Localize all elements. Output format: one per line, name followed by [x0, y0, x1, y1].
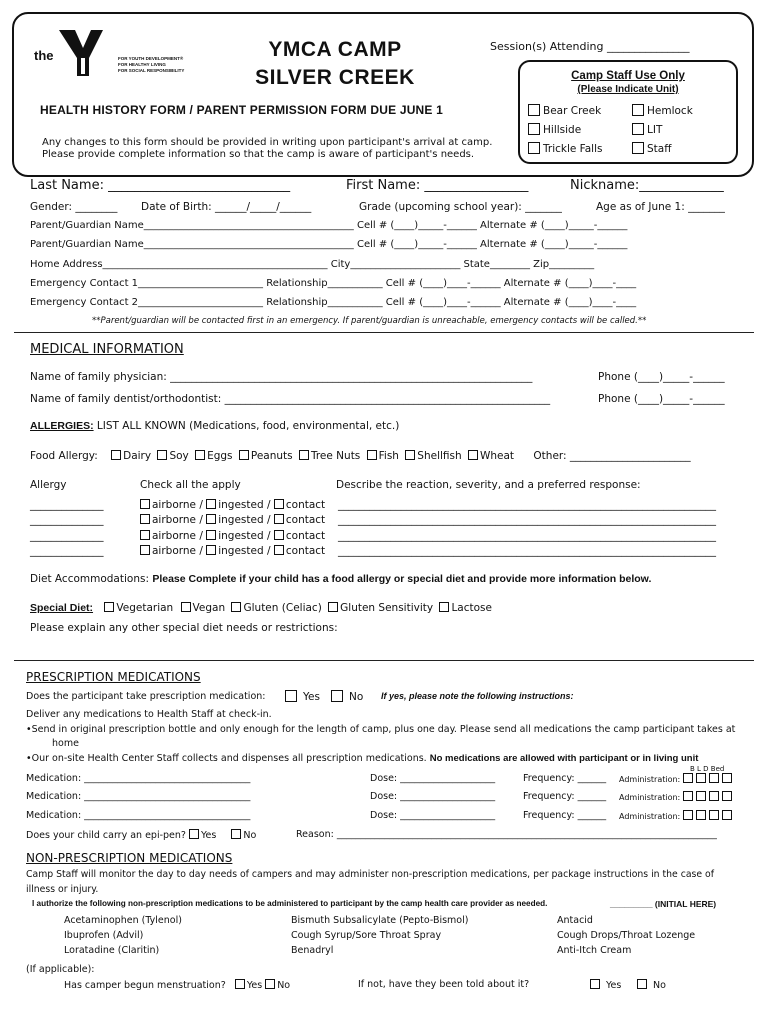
exposure-options: [140, 530, 325, 542]
non-prescription-heading: NON-PRESCRIPTION MEDICATIONS: [26, 851, 233, 865]
diet-accommodations: Diet Accommodations: Please Complete if your child has a food allergy or special diet and provide more information below.: [30, 573, 652, 585]
exposure-airborne[interactable]: airborne /: [140, 514, 206, 526]
checkbox[interactable]: [632, 142, 644, 154]
medication-name-field[interactable]: Medication: ___________________________________: [26, 791, 251, 802]
guardian-2-field[interactable]: Parent/Guardian Name__________________________________________ Cell # (____)_____-______ Alternate # (____)_____-______: [30, 239, 628, 250]
camp-title: YMCA CAMP SILVER CREEK: [255, 38, 415, 89]
reaction-description-field[interactable]: ________________________________________________________________________: [338, 499, 716, 511]
age-field[interactable]: Age as of June 1: _______: [596, 201, 725, 213]
epipen-yes[interactable]: Yes: [189, 830, 216, 841]
medication-name-field[interactable]: Medication: ___________________________________: [26, 810, 251, 821]
unit-staff[interactable]: Staff: [632, 142, 671, 155]
nickname-field[interactable]: Nickname:_____________: [570, 178, 724, 193]
medication-name-field[interactable]: Medication: ___________________________________: [26, 773, 251, 784]
admin-l-checkbox[interactable]: [696, 773, 706, 783]
divider: [14, 660, 754, 661]
med-loratadine: Loratadine (Claritin): [64, 945, 160, 956]
admin-bed-checkbox[interactable]: [722, 791, 732, 801]
guardian-1-field[interactable]: Parent/Guardian Name__________________________________________ Cell # (____)_____-______ Alternate # (____)_____-______: [30, 220, 628, 231]
ymca-logo-text: the: [34, 48, 54, 63]
gender-field[interactable]: Gender: ________: [30, 201, 118, 213]
med-bismuth: Bismuth Subsalicylate (Pepto-Bismol): [291, 915, 469, 926]
exposure-ingested[interactable]: ingested /: [206, 530, 274, 542]
menstruation-no[interactable]: No: [265, 980, 290, 991]
admin-d-checkbox[interactable]: [709, 791, 719, 801]
exposure-options: [140, 514, 325, 526]
allergy-name-field[interactable]: ______________: [30, 530, 104, 542]
administration-checkboxes: Administration:: [619, 810, 735, 821]
bullet-health-staff: •Our on-site Health Center Staff collects and dispenses all prescription medications. No medications are allowed with participant or in living unit: [26, 753, 699, 764]
special-diet-row: Special Diet: Vegetarian Vegan Gluten (Celiac) Gluten Sensitivity Lactose: [30, 602, 492, 614]
special-diet-explain: Please explain any other special diet needs or restrictions:: [30, 622, 338, 634]
dose-field[interactable]: Dose: ____________________: [370, 791, 496, 802]
administration-checkboxes: Administration:: [619, 773, 735, 784]
reaction-description-field[interactable]: ________________________________________________________________________: [338, 530, 716, 542]
exposure-options: [140, 499, 325, 511]
epipen-row: Does your child carry an epi-pen? Yes No: [26, 830, 257, 841]
exposure-ingested[interactable]: ingested /: [206, 545, 274, 557]
diet-gluten-sensitivity[interactable]: Gluten Sensitivity: [328, 602, 433, 614]
admin-l-checkbox[interactable]: [696, 791, 706, 801]
exposure-contact[interactable]: contact: [274, 514, 325, 526]
diet-gluten-celiac[interactable]: Gluten (Celiac): [231, 602, 321, 614]
admin-bed-checkbox[interactable]: [722, 810, 732, 820]
ymca-tagline: FOR YOUTH DEVELOPMENT® FOR HEALTHY LIVING FOR SOCIAL RESPONSIBILITY: [118, 56, 185, 73]
food-dairy[interactable]: Dairy: [111, 450, 151, 462]
physician-phone-field[interactable]: Phone (____)_____-______: [598, 371, 725, 383]
frequency-field[interactable]: Frequency: ______: [523, 791, 607, 802]
dentist-phone-field[interactable]: Phone (____)_____-______: [598, 393, 725, 405]
admin-bed-checkbox[interactable]: [722, 773, 732, 783]
checkbox[interactable]: [632, 104, 644, 116]
emergency-contact-1[interactable]: Emergency Contact 1_________________________ Relationship___________ Cell # (____)____-______ Alternate # (____)____-____: [30, 278, 637, 289]
dentist-field[interactable]: Name of family dentist/orthodontist: ______________________________________________________________: [30, 393, 551, 405]
staff-box-title: Camp Staff Use Only: [571, 70, 685, 82]
session-field[interactable]: Session(s) Attending _______________: [490, 40, 690, 53]
non-rx-col1: [64, 913, 182, 958]
told-yes[interactable]: Yes: [590, 979, 621, 991]
frequency-field[interactable]: Frequency: ______: [523, 810, 607, 821]
told-row: If not, have they been told about it?: [358, 979, 530, 990]
reaction-description-field[interactable]: ________________________________________________________________________: [338, 514, 716, 526]
diet-vegan[interactable]: Vegan: [181, 602, 226, 614]
epipen-no[interactable]: No: [231, 830, 256, 841]
med-cough-drops: Cough Drops/Throat Lozenge: [557, 930, 696, 941]
divider: [14, 332, 754, 333]
reason-field[interactable]: Reason: ________________________________________________________________________________: [296, 829, 717, 840]
form-title: HEALTH HISTORY FORM / PARENT PERMISSION FORM DUE JUNE 1: [40, 103, 444, 117]
menstruation-row: Has camper begun menstruation? Yes No: [64, 980, 291, 991]
initial-field[interactable]: _________ (INITIAL HERE): [610, 899, 717, 909]
staff-use-box: [518, 60, 738, 164]
unit-hillside[interactable]: Hillside: [528, 123, 581, 136]
exposure-contact[interactable]: contact: [274, 545, 325, 557]
admin-d-checkbox[interactable]: [709, 810, 719, 820]
prescription-heading: PRESCRIPTION MEDICATIONS: [26, 670, 201, 684]
ymca-logo-icon: [55, 28, 105, 78]
unit-bear-creek[interactable]: Bear Creek: [528, 104, 601, 117]
exposure-ingested[interactable]: ingested /: [206, 514, 274, 526]
last-name-field[interactable]: Last Name: ____________________________: [30, 178, 291, 193]
bullet-send-original: •Send in original prescription bottle and only enough for the length of camp, plus one day. Please send all medications the camp participant takes at: [26, 724, 736, 735]
admin-l-checkbox[interactable]: [696, 810, 706, 820]
first-name-field[interactable]: First Name: ________________: [346, 178, 529, 193]
prescription-question: Does the participant take prescription medication:: [26, 691, 266, 702]
if-applicable-label: (If applicable):: [26, 964, 95, 975]
describe-col-header: Describe the reaction, severity, and a preferred response:: [336, 479, 641, 491]
food-allergy-row: Food Allergy: Dairy Soy Eggs Peanuts Tree Nuts Fish Shellfish Wheat Other: _______________________: [30, 450, 691, 462]
admin-b-checkbox[interactable]: [683, 773, 693, 783]
prescription-yes[interactable]: Yes: [285, 690, 320, 703]
food-peanuts[interactable]: Peanuts: [239, 450, 293, 462]
staff-box-subtitle: (Please Indicate Unit): [577, 84, 679, 95]
allergy-name-field[interactable]: ______________: [30, 499, 104, 511]
checkbox[interactable]: [528, 142, 540, 154]
non-rx-intro-cont: illness or injury.: [26, 884, 99, 895]
allergy-name-field[interactable]: ______________: [30, 514, 104, 526]
form-note: Any changes to this form should be provided in writing upon participant's arrival at camp. Please provide complete information so that the camp is aware of participant's needs.: [42, 137, 493, 160]
prescription-no[interactable]: No: [331, 690, 363, 703]
food-soy[interactable]: Soy: [157, 450, 188, 462]
medical-heading: MEDICAL INFORMATION: [30, 342, 184, 357]
exposure-contact[interactable]: contact: [274, 499, 325, 511]
menstruation-yes[interactable]: Yes: [235, 980, 262, 991]
address-field[interactable]: Home Address_____________________________________________ City______________________ State________ Zip_________: [30, 259, 595, 270]
food-other-field[interactable]: Other: _______________________: [533, 450, 691, 462]
diet-vegetarian[interactable]: Vegetarian: [104, 602, 173, 614]
dose-field[interactable]: Dose: ____________________: [370, 810, 496, 821]
unit-lit[interactable]: LIT: [632, 123, 662, 136]
exposure-contact[interactable]: contact: [274, 530, 325, 542]
exposure-options: [140, 545, 325, 557]
non-rx-col3: [557, 913, 695, 958]
emergency-contact-2[interactable]: Emergency Contact 2_________________________ Relationship___________ Cell # (____)____-______ Alternate # (____)____-____: [30, 297, 637, 308]
non-rx-intro: Camp Staff will monitor the day to day needs of campers and may administer non-prescription medications, per package instructions in the case of: [26, 869, 715, 880]
admin-b-checkbox[interactable]: [683, 791, 693, 801]
med-benadryl: Benadryl: [291, 945, 334, 956]
grade-field[interactable]: Grade (upcoming school year): _______: [359, 201, 562, 213]
reaction-description-field[interactable]: ________________________________________________________________________: [338, 545, 716, 557]
med-ibuprofen: Ibuprofen (Advil): [64, 930, 144, 941]
checkbox[interactable]: [528, 123, 540, 135]
deliver-note: Deliver any medications to Health Staff at check-in.: [26, 709, 272, 720]
exposure-airborne[interactable]: airborne /: [140, 545, 206, 557]
allergy-col-header: Allergy: [30, 479, 67, 491]
food-tree-nuts[interactable]: Tree Nuts: [299, 450, 360, 462]
dob-field[interactable]: Date of Birth: ______/_____/______: [141, 201, 312, 213]
admin-columns: B L D Bed: [690, 765, 725, 773]
med-cough-syrup: Cough Syrup/Sore Throat Spray: [291, 930, 442, 941]
dose-field[interactable]: Dose: ____________________: [370, 773, 496, 784]
food-shellfish[interactable]: Shellfish: [405, 450, 461, 462]
checkbox[interactable]: [528, 104, 540, 116]
bullet-send-original-cont: home: [52, 738, 79, 749]
food-wheat[interactable]: Wheat: [468, 450, 514, 462]
authorize-note: I authorize the following non-prescription medications to be administered to participant by the camp health care provider as needed.: [32, 899, 548, 908]
exposure-airborne[interactable]: airborne /: [140, 530, 206, 542]
check-col-header: Check all the apply: [140, 479, 241, 491]
allergies-heading: ALLERGIES: LIST ALL KNOWN (Medications, food, environmental, etc.): [30, 420, 400, 432]
med-antacid: Antacid: [557, 915, 593, 926]
emergency-note: **Parent/guardian will be contacted first in an emergency. If parent/guardian is unreachable, emergency contacts will be called.**: [92, 316, 647, 326]
administration-checkboxes: Administration:: [619, 791, 735, 802]
food-fish[interactable]: Fish: [367, 450, 399, 462]
food-eggs[interactable]: Eggs: [195, 450, 232, 462]
med-anti-itch: Anti-Itch Cream: [557, 945, 632, 956]
checkbox[interactable]: [632, 123, 644, 135]
physician-field[interactable]: Name of family physician: _____________________________________________________________________: [30, 371, 533, 383]
told-no[interactable]: No: [637, 979, 666, 991]
admin-d-checkbox[interactable]: [709, 773, 719, 783]
exposure-airborne[interactable]: airborne /: [140, 499, 206, 511]
med-acetaminophen: Acetaminophen (Tylenol): [64, 915, 182, 926]
frequency-field[interactable]: Frequency: ______: [523, 773, 607, 784]
if-yes-note: If yes, please note the following instructions:: [381, 691, 574, 701]
admin-b-checkbox[interactable]: [683, 810, 693, 820]
exposure-ingested[interactable]: ingested /: [206, 499, 274, 511]
non-rx-col2: [291, 913, 468, 958]
unit-hemlock[interactable]: Hemlock: [632, 104, 693, 117]
diet-lactose[interactable]: Lactose: [439, 602, 492, 614]
unit-trickle-falls[interactable]: Trickle Falls: [528, 142, 603, 155]
allergy-name-field[interactable]: ______________: [30, 545, 104, 557]
